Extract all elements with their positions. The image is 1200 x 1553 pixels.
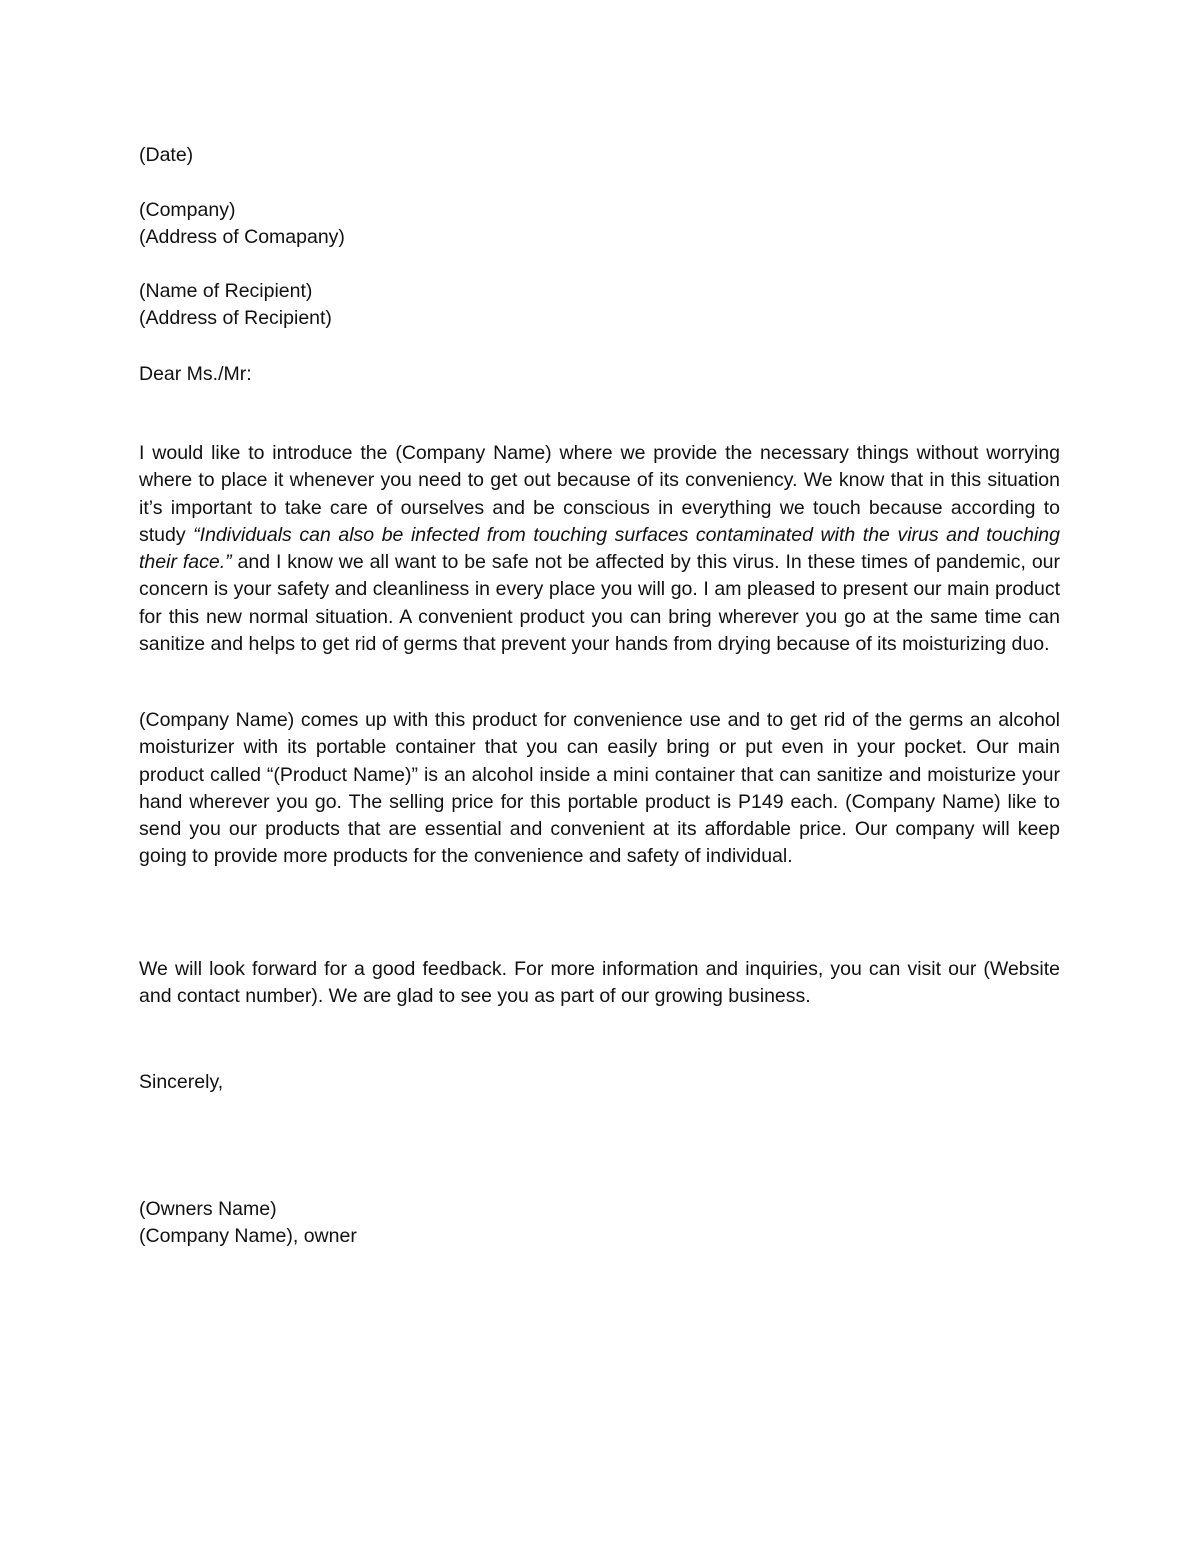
recipient-name: (Name of Recipient): [139, 280, 313, 302]
body-paragraph-3: We will look forward for a good feedback. For more information and inquiries, you can visit our (Website and contact number). We are glad to see you as part of our growing business.: [139, 958, 1060, 1008]
salutation: Dear Ms./Mr:: [139, 363, 252, 385]
paragraph-1-rest: and I know we all want to be safe not be affected by this virus. In these times of pandemic, our concern is your safety and cleanliness in every place you will go. I am pleased to present our main product for this new normal situation. A convenient product you can bring wherever you go at the same time can sanitize and helps to get rid of germs that prevent your hands from drying because of its moisturizing duo.: [139, 551, 1061, 656]
body-paragraph-2: (Company Name) comes up with this product for convenience use and to get rid of the germs an alcohol moisturizer with its portable container that you can easily bring or put even in your pocket. Our main product called “(Product Name)” is an alcohol inside a mini container that can sanitize and moisturize your hand wherever you go. The selling price for this portable product is P149 each. (Company Name) like to send you our products that are essential and convenient at its affordable price. Our company will keep going to provide more products for the convenience and safety of individual.: [139, 709, 1060, 868]
sender-company: (Company): [139, 199, 236, 221]
closing: Sincerely,: [139, 1071, 224, 1093]
body-paragraph-1: [139, 440, 1060, 658]
sender-address: (Address of Comapany): [139, 226, 345, 248]
signer-name: (Owners Name): [139, 1198, 277, 1220]
recipient-address: (Address of Recipient): [139, 307, 332, 329]
paragraph-1-intro: I would like to introduce the (Company Name) where we provide the necessary things without worrying where to place it whenever you need to get out because of its conveniency. We know that in this situation it’s important to take care of ourselves and be conscious in everything we touch because according to study: [139, 442, 1060, 546]
signer-title: (Company Name), owner: [139, 1225, 357, 1247]
paragraph-1-quote: “Individuals can also be infected from touching surfaces contaminated with the virus and touching their face.”: [139, 523, 1060, 574]
letter-date: (Date): [139, 144, 194, 166]
